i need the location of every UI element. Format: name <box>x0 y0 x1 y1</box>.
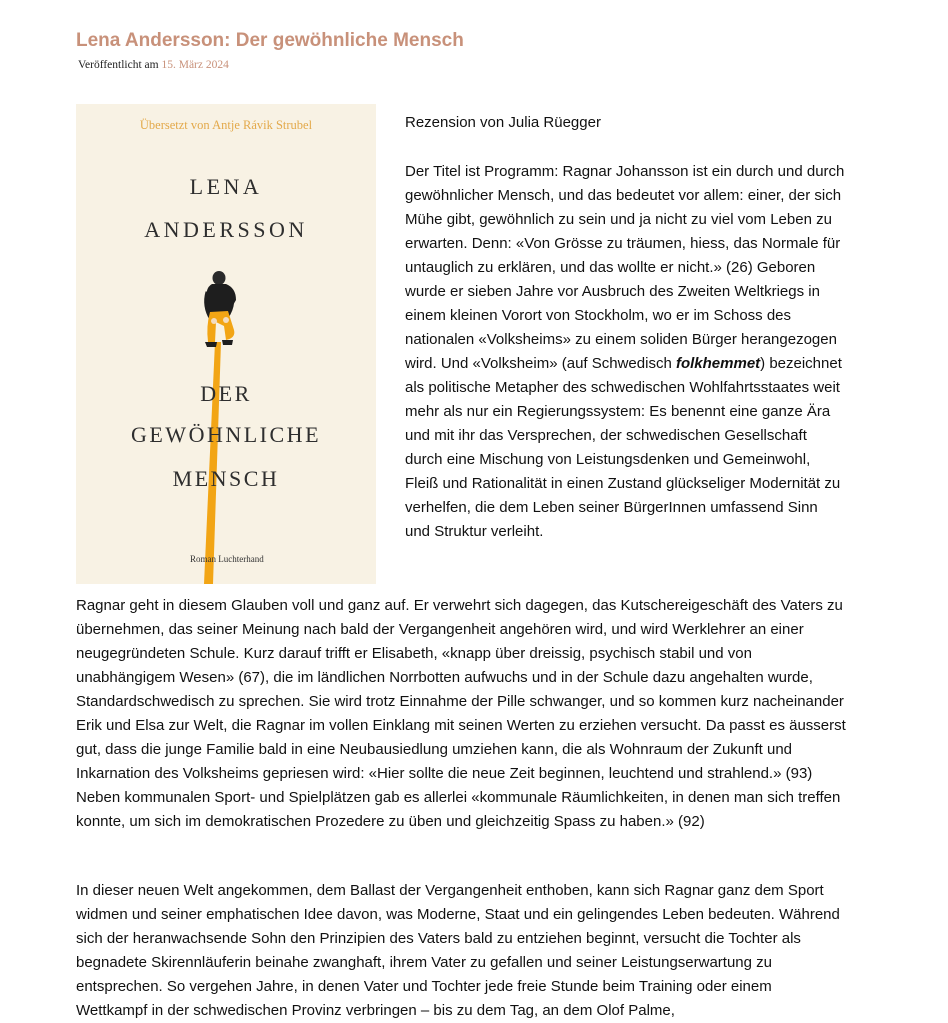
cover-title-line1: DER <box>200 381 252 406</box>
intro-italic-term: folkhemmet <box>675 355 761 372</box>
intro-text-start: Der Titel ist Programm: Ragnar Johansson ist ein durch und durch gewöhnlicher Mensch, und das bedeutet vor allem: einer, der sich Mühe gibt, gewöhnlich zu sein und ja nicht zu viel vom Leben zu erwarten. Denn: «Von Grösse zu träumen, hiess, das Normale für untauglich zu erklären, und das wollte er nicht.» (26) Geboren wurde er sieben Jahre vor Ausbruch des Zweiten Weltkriegs in einem kleinen Vorort von Stockholm, wo er im Schoss des nationalen «Volksheims» zu einem soliden Bürger herangezogen wird. Und «Volksheim» (auf Schwedisch <box>405 163 845 372</box>
intro-paragraph <box>405 160 845 544</box>
review-byline: Rezension von Julia Rüegger <box>405 114 601 131</box>
body-paragraph-3: In dieser neuen Welt angekommen, dem Ballast der Vergangenheit enthoben, kann sich Ragnar ganz dem Sport widmen und seiner emphatischen Idee davon, was Moderne, Staat und ein gelingendes Leben bedeuten. Während sich der heranwachsende Sohn den Prinzipien des Vaters bald zu entziehen beginnt, versucht die Tochter als begnadete Skirennläuferin beinahe zwanghaft, ihrem Vater zu gefallen und seiner Leistungserwartung zu entsprechen. So vergehen Jahre, in denen Vater und Tochter jede freie Stunde beim Training oder einem Wettkampf in der schwedischen Provinz verbringen – bis zu dem Tag, an dem Olof Palme, <box>76 882 840 1019</box>
book-cover <box>76 104 376 584</box>
article-title: Lena Andersson: Der gewöhnliche Mensch <box>76 30 464 51</box>
cover-title-line2: GEWÖHNLICHE <box>130 422 322 447</box>
cover-publisher: Roman Luchterhand <box>190 554 264 564</box>
crouching-man-figure <box>205 271 236 347</box>
cover-yellow-line <box>204 342 221 584</box>
cover-translator: Übersetzt von Antje Rávik Strubel <box>139 118 313 132</box>
publication-info <box>78 59 229 71</box>
cover-author-last: ANDERSSON <box>144 217 308 242</box>
body-paragraph-2: Ragnar geht in diesem Glauben voll und ganz auf. Er verwehrt sich dagegen, das Kutschereigeschäft des Vaters zu übernehmen, das seiner Meinung nach bald der Vergangenheit angehören wird, und wird Werklehrer an einer neugegründeten Schule. Kurz darauf trifft er Elisabeth, «knapp über dreissig, psychisch stabil und von unabhängigem Wesen» (67), die im ländlichen Norrbotten aufwuchs und in der Schule dazu angehalten wurde, Standardschwedisch zu sprechen. Sie wird trotz Einnahme der Pille schwanger, und so kommen kurz nacheinander Erik und Elsa zur Welt, die Ragnar im vollen Einklang mit seinen Werten zu erziehen versucht. Da passt es äusserst gut, dass die junge Familie bald in eine Neubausiedlung umziehen kann, die als Wohnraum der Zukunft und Inkarnation des Volksheims gepriesen wird: «Hier sollte die neue Zeit beginnen, leuchtend und strahlend.» (93) Neben kommunalen Sport- und Spielplätzen gab es allerlei «kommunale Räumlichkeiten, in denen man sich treffen konnte, um sich im demokratischen Prozedere zu üben und gleichzeitig Spass zu haben.» (92) <box>76 597 846 830</box>
intro-text-end: ) bezeichnet als politische Metapher des schwedischen Wohlfahrtsstaates weit mehr als nur ein Regierungssystem: Es benennt eine ganze Ära und mit ihr das Versprechen, der schwedischen Gesellschaft durch eine Mischung von Leistungsdenken und Gemeinwohl, Fleiß und Rationalität in einen Zustand glückseliger Modernität zu verhelfen, die dem Leben seiner BürgerInnen umfassend Sinn und Struktur verleiht. <box>405 355 842 540</box>
cover-title-line3: MENSCH <box>172 466 280 491</box>
cover-author-first: LENA <box>189 174 263 199</box>
published-date[interactable]: 15. März 2024 <box>161 59 229 71</box>
published-label: Veröffentlicht am <box>78 59 159 71</box>
